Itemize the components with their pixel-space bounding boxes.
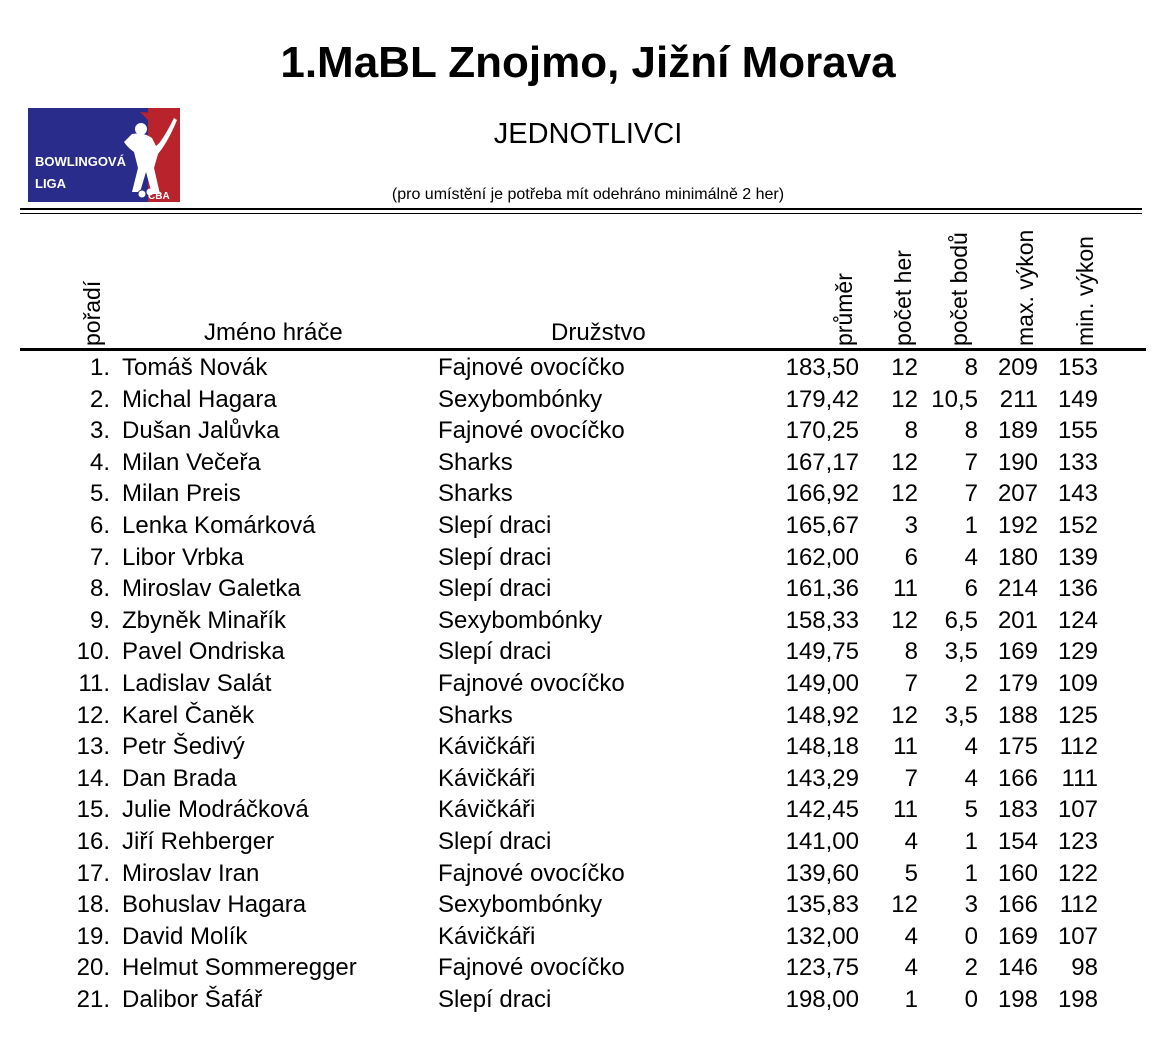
- table-row: [0, 384, 1176, 416]
- player-name-cell: Lenka Komárková: [122, 511, 316, 539]
- table-row: [0, 952, 1176, 984]
- table-row: [0, 510, 1176, 542]
- games-cell: 7: [904, 764, 918, 792]
- rank-cell: 10.: [76, 638, 110, 666]
- min-score-cell: 111: [1061, 764, 1098, 792]
- team-cell: Sharks: [438, 448, 513, 476]
- games-cell: 6: [904, 543, 918, 571]
- player-name-cell: Petr Šedivý: [122, 733, 245, 761]
- logo-line1: BOWLINGOVÁ: [35, 154, 126, 169]
- table-row: [0, 763, 1176, 795]
- qualification-note: (pro umístění je potřeba mít odehráno minimálně 2 her): [391, 186, 785, 203]
- player-name-cell: Tomáš Novák: [122, 354, 268, 381]
- team-cell: Fajnové ovocíčko: [438, 669, 625, 697]
- max-score-cell: 169: [997, 638, 1038, 666]
- games-cell: 3: [904, 511, 918, 539]
- col-header-max: max. výkon: [1012, 229, 1038, 346]
- max-score-cell: 188: [997, 701, 1038, 729]
- logo-badge: ČBA: [148, 191, 170, 202]
- points-cell: 8: [964, 354, 978, 381]
- average-cell: 143,29: [785, 764, 859, 792]
- min-score-cell: 129: [1057, 638, 1098, 666]
- col-header-games: počet her: [890, 250, 916, 346]
- games-cell: 12: [891, 448, 918, 476]
- player-name-cell: Dušan Jalůvka: [122, 417, 280, 445]
- rank-cell: 17.: [76, 859, 110, 887]
- max-score-cell: 146: [997, 954, 1038, 982]
- points-cell: 0: [964, 922, 978, 950]
- rank-cell: 2.: [89, 385, 110, 413]
- rank-cell: 1.: [89, 354, 110, 381]
- team-cell: Slepí draci: [438, 638, 552, 666]
- rank-cell: 18.: [76, 891, 110, 919]
- min-score-cell: 124: [1057, 606, 1098, 634]
- table-row: [0, 826, 1176, 858]
- games-cell: 12: [891, 354, 918, 381]
- table-row: [0, 700, 1176, 732]
- standings-table: [0, 352, 1176, 1015]
- max-score-cell: 192: [997, 511, 1038, 539]
- points-cell: 4: [964, 543, 978, 571]
- player-name-cell: Milan Preis: [122, 480, 241, 508]
- games-cell: 12: [891, 891, 918, 919]
- team-cell: Sharks: [438, 701, 513, 729]
- min-score-cell: 125: [1057, 701, 1098, 729]
- max-score-cell: 207: [997, 480, 1038, 508]
- team-cell: Kávičkáři: [438, 922, 536, 950]
- team-cell: Fajnové ovocíčko: [438, 859, 625, 887]
- team-cell: Sharks: [438, 480, 513, 508]
- points-cell: 2: [964, 954, 978, 982]
- player-name-cell: Julie Modráčková: [122, 796, 309, 824]
- points-cell: 6: [964, 575, 978, 603]
- rank-cell: 13.: [76, 733, 110, 761]
- table-row: [0, 478, 1176, 510]
- average-cell: 149,00: [785, 669, 859, 697]
- rank-cell: 21.: [76, 985, 110, 1013]
- rank-cell: 3.: [89, 417, 110, 445]
- average-cell: 183,50: [785, 354, 859, 381]
- games-cell: 8: [904, 417, 918, 445]
- points-cell: 10,5: [931, 385, 978, 413]
- table-row: [0, 447, 1176, 479]
- min-score-cell: 107: [1057, 922, 1098, 950]
- average-cell: 148,18: [785, 733, 859, 761]
- player-name-cell: David Molík: [122, 922, 248, 950]
- player-name-cell: Pavel Ondriska: [122, 638, 285, 666]
- points-cell: 1: [964, 511, 978, 539]
- min-score-cell: 155: [1057, 417, 1098, 445]
- rank-cell: 19.: [76, 922, 110, 950]
- table-row: [0, 415, 1176, 447]
- points-cell: 3,5: [944, 701, 978, 729]
- average-cell: 170,25: [785, 417, 859, 445]
- max-score-cell: 201: [997, 606, 1038, 634]
- max-score-cell: 166: [997, 891, 1038, 919]
- games-cell: 12: [891, 701, 918, 729]
- points-cell: 3: [964, 891, 978, 919]
- team-cell: Fajnové ovocíčko: [438, 354, 625, 381]
- player-name-cell: Bohuslav Hagara: [122, 891, 307, 919]
- player-name-cell: Libor Vrbka: [122, 543, 244, 571]
- games-cell: 5: [904, 859, 918, 887]
- section-title: JEDNOTLIVCI: [493, 118, 683, 150]
- average-cell: 141,00: [785, 827, 859, 855]
- max-score-cell: 175: [997, 733, 1038, 761]
- min-score-cell: 107: [1057, 796, 1098, 824]
- team-cell: Slepí draci: [438, 575, 552, 603]
- col-header-min: min. výkon: [1072, 236, 1098, 346]
- average-cell: 123,75: [785, 954, 859, 982]
- team-cell: Kávičkáři: [438, 796, 536, 824]
- table-header-rule: [20, 348, 1146, 351]
- table-row: [0, 352, 1176, 384]
- points-cell: 0: [964, 985, 978, 1013]
- max-score-cell: 154: [997, 827, 1038, 855]
- average-cell: 162,00: [785, 543, 859, 571]
- games-cell: 11: [893, 733, 918, 761]
- table-row: [0, 668, 1176, 700]
- table-row: [0, 605, 1176, 637]
- rank-cell: 14.: [76, 764, 110, 792]
- points-cell: 8: [964, 417, 978, 445]
- table-row: [0, 573, 1176, 605]
- col-header-avg: průměr: [831, 273, 857, 346]
- team-cell: Fajnové ovocíčko: [438, 417, 625, 445]
- team-cell: Slepí draci: [438, 985, 552, 1013]
- max-score-cell: 198: [997, 985, 1038, 1013]
- points-cell: 1: [964, 859, 978, 887]
- games-cell: 7: [904, 669, 918, 697]
- header-rule-thin: [20, 213, 1142, 214]
- player-name-cell: Dalibor Šafář: [122, 985, 263, 1013]
- average-cell: 198,00: [785, 985, 859, 1013]
- max-score-cell: 183: [997, 796, 1038, 824]
- max-score-cell: 190: [997, 448, 1038, 476]
- player-name-cell: Miroslav Galetka: [122, 575, 301, 603]
- table-row: [0, 858, 1176, 890]
- max-score-cell: 166: [997, 764, 1038, 792]
- table-row: [0, 889, 1176, 921]
- average-cell: 149,75: [785, 638, 859, 666]
- min-score-cell: 109: [1057, 669, 1098, 697]
- min-score-cell: 152: [1057, 511, 1098, 539]
- points-cell: 7: [964, 480, 978, 508]
- average-cell: 135,83: [785, 891, 859, 919]
- min-score-cell: 136: [1057, 575, 1098, 603]
- header-rule: [20, 208, 1142, 210]
- team-cell: Sexybombónky: [438, 606, 603, 634]
- rank-cell: 7.: [89, 543, 110, 571]
- average-cell: 167,17: [785, 448, 859, 476]
- team-cell: Fajnové ovocíčko: [438, 954, 625, 982]
- rank-cell: 5.: [89, 480, 110, 508]
- max-score-cell: 211: [999, 385, 1038, 413]
- average-cell: 142,45: [785, 796, 859, 824]
- player-name-cell: Zbyněk Minařík: [122, 606, 287, 634]
- team-cell: Kávičkáři: [438, 764, 536, 792]
- average-cell: 179,42: [785, 385, 859, 413]
- rank-cell: 20.: [76, 954, 110, 982]
- player-name-cell: Helmut Sommeregger: [122, 954, 357, 982]
- points-cell: 6,5: [944, 606, 978, 634]
- min-score-cell: 112: [1059, 891, 1098, 919]
- player-name-cell: Ladislav Salát: [122, 669, 272, 697]
- team-cell: Slepí draci: [438, 511, 552, 539]
- average-cell: 161,36: [785, 575, 859, 603]
- games-cell: 12: [891, 480, 918, 508]
- table-row: [0, 984, 1176, 1016]
- table-row: [0, 636, 1176, 668]
- max-score-cell: 214: [997, 575, 1038, 603]
- points-cell: 5: [964, 796, 978, 824]
- average-cell: 132,00: [785, 922, 859, 950]
- table-row: [0, 921, 1176, 953]
- team-cell: Kávičkáři: [438, 733, 536, 761]
- games-cell: 12: [891, 606, 918, 634]
- points-cell: 7: [964, 448, 978, 476]
- player-name-cell: Milan Večeřa: [122, 448, 261, 476]
- col-header-points: počet bodů: [946, 232, 972, 346]
- max-score-cell: 209: [997, 354, 1038, 381]
- average-cell: 148,92: [785, 701, 859, 729]
- games-cell: 11: [893, 575, 918, 603]
- average-cell: 158,33: [785, 606, 859, 634]
- max-score-cell: 189: [997, 417, 1038, 445]
- rank-cell: 16.: [76, 827, 110, 855]
- team-cell: Slepí draci: [438, 827, 552, 855]
- rank-cell: 8.: [89, 575, 110, 603]
- max-score-cell: 169: [997, 922, 1038, 950]
- points-cell: 4: [964, 733, 978, 761]
- games-cell: 12: [891, 385, 918, 413]
- games-cell: 11: [893, 796, 918, 824]
- min-score-cell: 149: [1057, 385, 1098, 413]
- page-title: 1.MaBL Znojmo, Jižní Morava: [280, 38, 896, 87]
- min-score-cell: 123: [1057, 827, 1098, 855]
- average-cell: 165,67: [785, 511, 859, 539]
- points-cell: 1: [964, 827, 978, 855]
- points-cell: 4: [964, 764, 978, 792]
- player-name-cell: Jiří Rehberger: [122, 827, 275, 855]
- rank-cell: 11.: [78, 669, 110, 697]
- min-score-cell: 143: [1057, 480, 1098, 508]
- games-cell: 1: [904, 985, 918, 1013]
- min-score-cell: 122: [1057, 859, 1098, 887]
- games-cell: 4: [904, 922, 918, 950]
- points-cell: 3,5: [944, 638, 978, 666]
- max-score-cell: 179: [997, 669, 1038, 697]
- player-name-cell: Michal Hagara: [122, 385, 277, 413]
- games-cell: 4: [904, 827, 918, 855]
- col-header-team: Družstvo: [551, 319, 646, 346]
- player-name-cell: Karel Čaněk: [122, 701, 255, 729]
- rank-cell: 9.: [89, 606, 110, 634]
- rank-cell: 12.: [76, 701, 110, 729]
- min-score-cell: 133: [1057, 448, 1098, 476]
- min-score-cell: 153: [1057, 354, 1098, 381]
- rank-cell: 4.: [89, 448, 110, 476]
- player-name-cell: Dan Brada: [122, 764, 237, 792]
- average-cell: 139,60: [785, 859, 859, 887]
- points-cell: 2: [964, 669, 978, 697]
- min-score-cell: 139: [1057, 543, 1098, 571]
- col-header-name: Jméno hráče: [204, 319, 343, 346]
- table-row: [0, 542, 1176, 574]
- col-header-rank: pořadí: [79, 280, 105, 346]
- average-cell: 166,92: [785, 480, 859, 508]
- table-row: [0, 794, 1176, 826]
- rank-cell: 6.: [89, 511, 110, 539]
- team-cell: Sexybombónky: [438, 385, 603, 413]
- logo-line2: LIGA: [35, 176, 67, 191]
- max-score-cell: 180: [997, 543, 1038, 571]
- min-score-cell: 112: [1059, 733, 1098, 761]
- team-cell: Slepí draci: [438, 543, 552, 571]
- rank-cell: 15.: [76, 796, 110, 824]
- team-cell: Sexybombónky: [438, 891, 603, 919]
- min-score-cell: 198: [1057, 985, 1098, 1013]
- max-score-cell: 160: [997, 859, 1038, 887]
- games-cell: 8: [904, 638, 918, 666]
- table-row: [0, 731, 1176, 763]
- games-cell: 4: [904, 954, 918, 982]
- min-score-cell: 98: [1071, 954, 1098, 982]
- player-name-cell: Miroslav Iran: [122, 859, 260, 887]
